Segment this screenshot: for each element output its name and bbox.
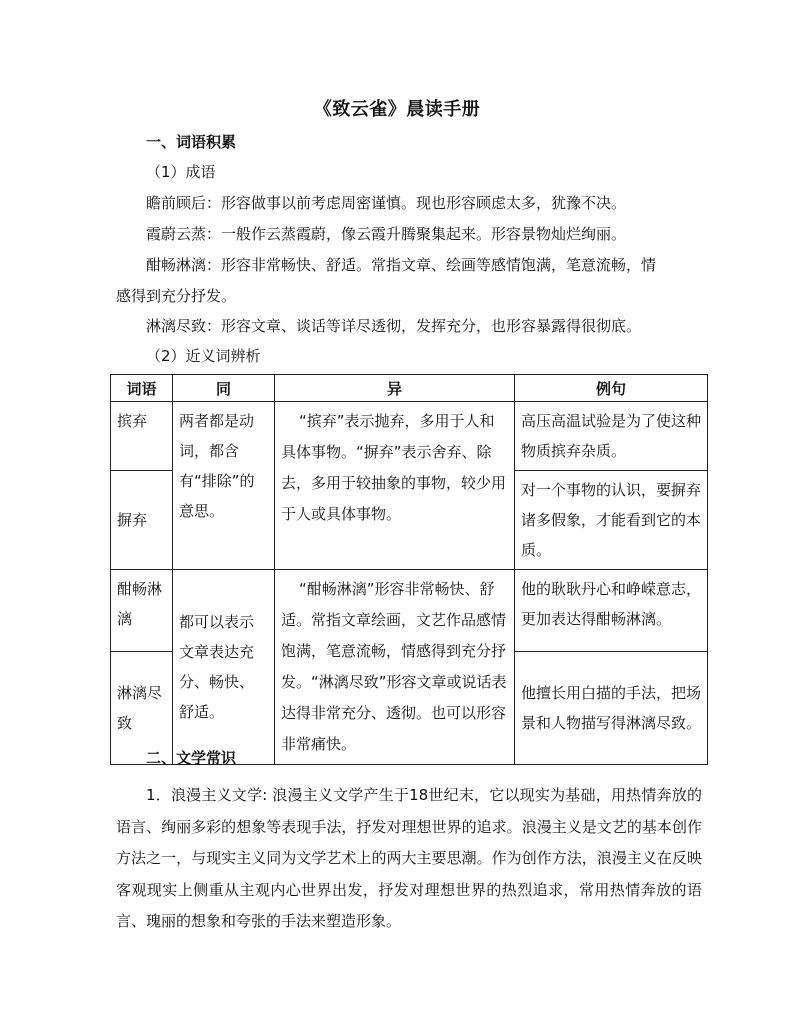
word-cell: 淋漓尽致 <box>111 652 173 765</box>
example-cell: 他擅长用白描的手法，把场景和人物描写得淋漓尽致。 <box>515 652 708 765</box>
synonym-table <box>110 374 708 765</box>
word-cell: 摒弃 <box>111 471 173 570</box>
column-header: 同 <box>173 375 275 402</box>
example-cell: 他的耿耿丹心和峥嵘意志，更加表达得酣畅淋漓。 <box>515 570 708 652</box>
idiom-entry-3-continued: 感得到充分抒发。 <box>116 287 237 305</box>
common-meaning-cell: 都可以表示文章表达充分、畅快、舒适。 <box>173 570 275 765</box>
column-header: 异 <box>275 375 515 402</box>
table-row <box>111 570 708 652</box>
common-meaning-cell: 两者都是动词，都含有“排除”的意思。 <box>173 402 275 570</box>
difference-cell: “摈弃”表示抛弃，多用于人和具体事物。“摒弃”表示舍弃、除去，多用于较抽象的事物，较少用于人或具体事物。 <box>275 402 515 570</box>
table-row <box>111 402 708 471</box>
idiom-entry-4: 淋漓尽致：形容文章、谈话等详尽透彻，发挥充分，也形容暴露得很彻底。 <box>146 317 642 335</box>
word-cell: 摈弃 <box>111 402 173 471</box>
page-title: 《致云雀》晨读手册 <box>313 99 481 120</box>
subheading-idioms: （1）成语 <box>146 163 216 181</box>
column-header: 词语 <box>111 375 173 402</box>
romanticism-paragraph: 1．浪漫主义文学: 浪漫主义文学产生于18世纪末，它以现实为基础，用热情奔放的语言、绚丽多彩的想象等表现手法，抒发对理想世界的追求。浪漫主义是文艺的基本创作方法之一，与现实主义同为文学艺术上的两大主要思潮。作为创作方法，浪漫主义在反映客观现实上侧重从主观内心世界出发，抒发对理想世界的热烈追求，常用热情奔放的语言、瑰丽的想象和夸张的手法来塑造形象。 <box>116 786 702 930</box>
example-cell: 对一个事物的认识，要摒弃诸多假象，才能看到它的本质。 <box>515 471 708 570</box>
section-heading-literature: 二、文学常识 <box>146 749 237 767</box>
idiom-entry-2: 霞蔚云蒸：一般作云蒸霞蔚，像云霞升腾聚集起来。形容景物灿烂绚丽。 <box>146 225 627 243</box>
table-header-row <box>111 375 708 402</box>
idiom-entry-3: 酣畅淋漓：形容非常畅快、舒适。常指文章、绘画等感情饱满，笔意流畅，情 <box>146 256 657 274</box>
column-header: 例句 <box>515 375 708 402</box>
word-cell: 酣畅淋漓 <box>111 570 173 652</box>
difference-cell: “酣畅淋漓”形容非常畅快、舒适。常指文章绘画，文艺作品感情饱满，笔意流畅，情感得到充分抒发。“淋漓尽致”形容文章或说话表达得非常充分、透彻。也可以形容非常痛快。 <box>275 570 515 765</box>
section-heading-vocabulary: 一、词语积累 <box>146 133 237 151</box>
subheading-synonyms: （2）近义词辨析 <box>146 347 261 365</box>
example-cell: 高压高温试验是为了使这种物质摈弃杂质。 <box>515 402 708 471</box>
idiom-entry-1: 瞻前顾后：形容做事以前考虑周密谨慎。现也形容顾虑太多，犹豫不决。 <box>146 194 627 212</box>
